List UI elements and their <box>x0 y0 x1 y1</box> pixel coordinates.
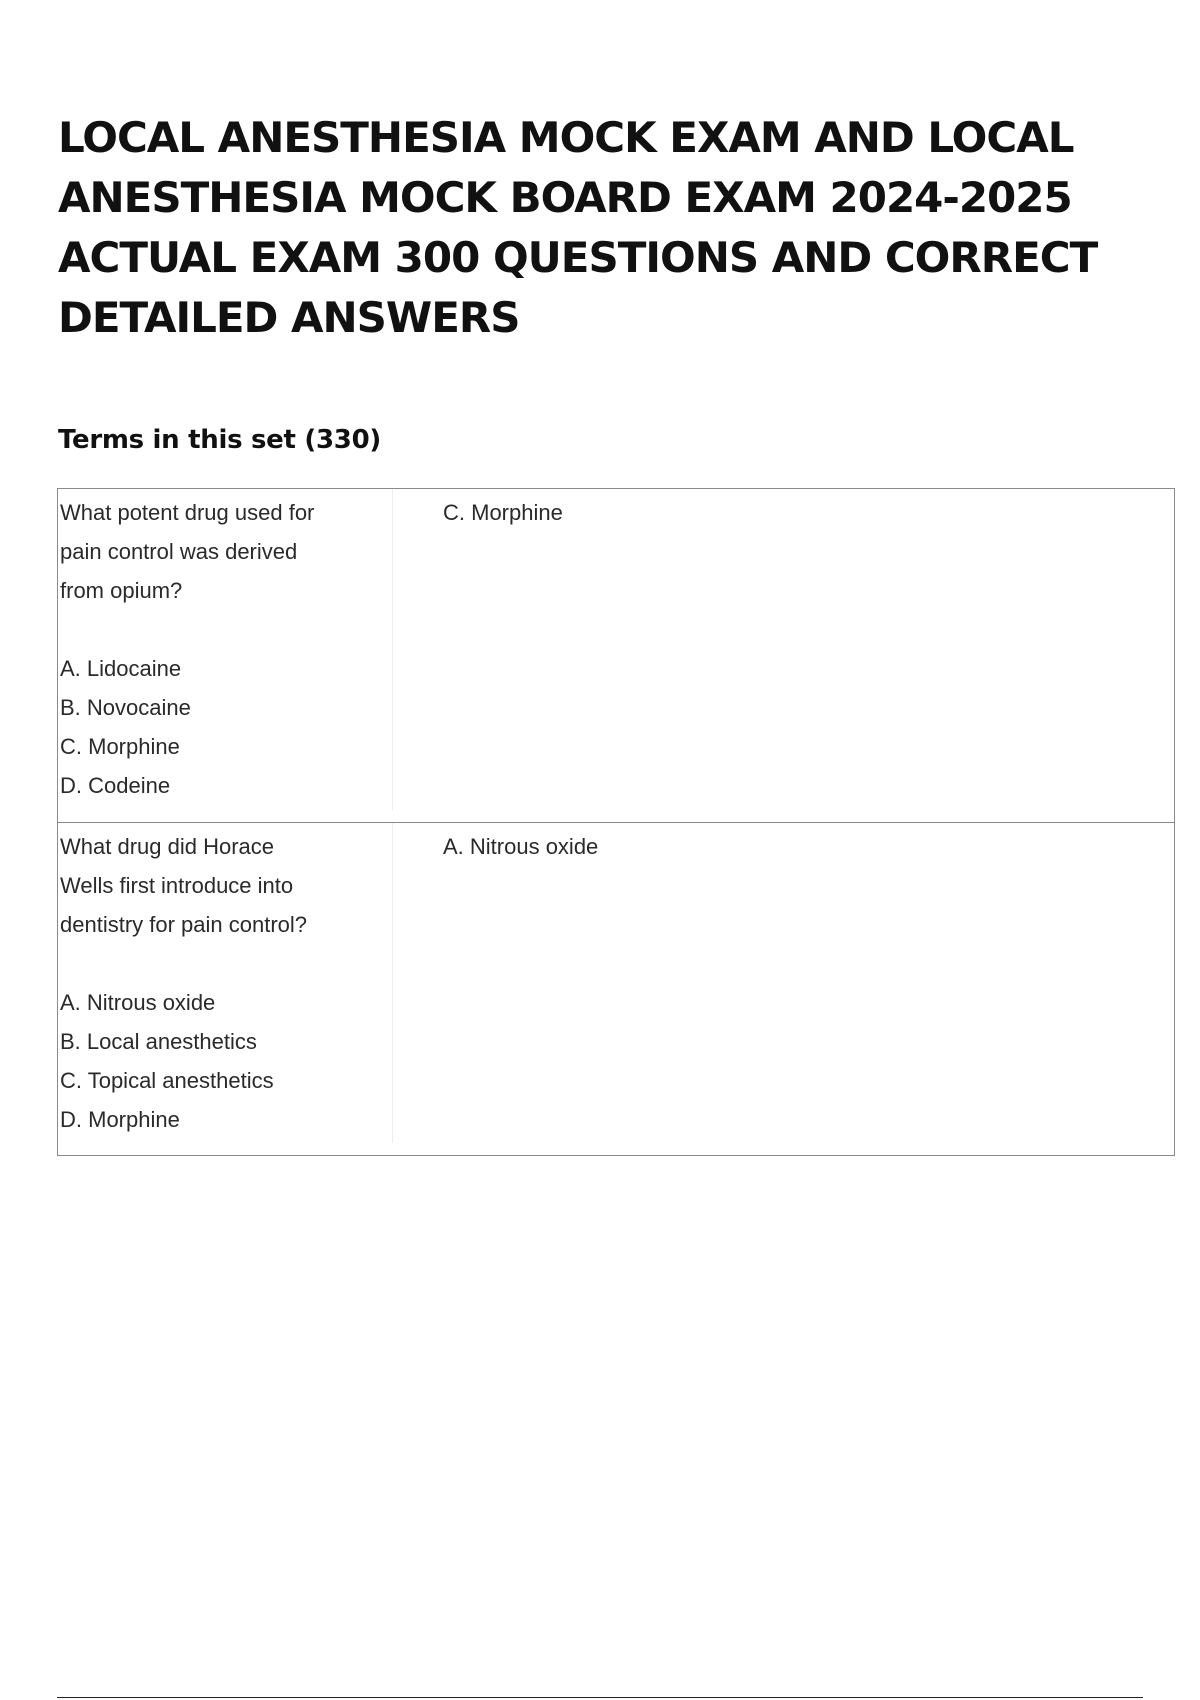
answer-option: A. Lidocaine <box>60 656 182 681</box>
terms-set-heading: Terms in this set (330) <box>58 425 381 455</box>
answer-option: C. Morphine <box>60 734 180 759</box>
answer-option: D. Codeine <box>60 773 171 798</box>
answer-option: B. Local anesthetics <box>60 1029 257 1054</box>
term-row <box>58 489 1174 822</box>
answer-options-list <box>60 649 392 805</box>
footer-divider <box>57 1697 1143 1698</box>
answer-option: C. Topical anesthetics <box>60 1068 274 1093</box>
answer-options-list <box>60 983 392 1139</box>
question-text: What potent drug used for pain control was derived from opium? <box>60 500 315 603</box>
term-answer-cell: A. Nitrous oxide <box>443 834 599 859</box>
term-answer-cell: C. Morphine <box>443 500 563 525</box>
question-text: What drug did Horace Wells first introduce into dentistry for pain control? <box>60 834 308 937</box>
answer-option: D. Morphine <box>60 1107 180 1132</box>
term-row <box>58 822 1174 1155</box>
term-question-cell <box>58 823 393 1143</box>
answer-option: B. Novocaine <box>60 695 191 720</box>
term-question-cell <box>58 489 393 810</box>
document-title: LOCAL ANESTHESIA MOCK EXAM AND LOCAL ANESTHESIA MOCK BOARD EXAM 2024-2025 ACTUAL EXAM 300 QUESTIONS AND CORRECT DETAILED ANSWERS <box>58 113 1098 342</box>
answer-option: A. Nitrous oxide <box>60 990 216 1015</box>
terms-table <box>57 488 1175 1156</box>
